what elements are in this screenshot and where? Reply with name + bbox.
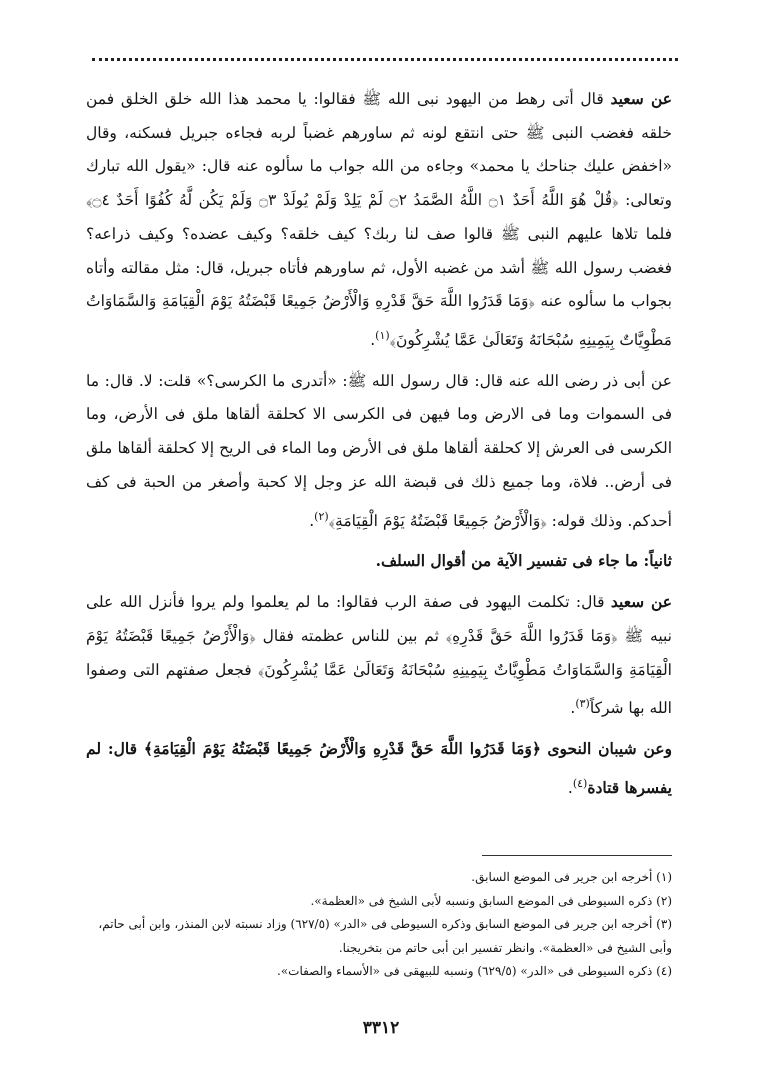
main-text — [86, 82, 672, 806]
footnote-1: (١) أخرجه ابن جرير فى الموضع السابق. — [471, 870, 672, 884]
paragraph-hadith-abu-dharr — [86, 364, 672, 539]
footnote-ref[interactable]: (٤) — [572, 776, 588, 790]
paragraph-text: قال: تكلمت اليهود فى صفة الرب فقالوا: ما لم يعلموا ولم يروا فأنزل الله على نبيه ﷺ ﴿وَمَا قَدَرُوا اللَّهَ حَقَّ قَدْرِهِ﴾ ثم بين للناس عظمته فقال ﴿وَالْأَرْضُ جَمِيعًا قَبْضَتُهُ يَوْمَ الْقِيَامَةِ وَالسَّمَاوَاتُ مَطْوِيَّاتٌ بِيَمِينِهِ سُبْحَانَهُ وَتَعَالَىٰ عَمَّا يُشْرِكُونَ﴾ فجعل صفتهم التى وصفوا الله بها شركاً — [86, 593, 672, 718]
paragraph-lead: عن سعيد — [610, 89, 672, 108]
top-dotted-rule — [92, 58, 678, 61]
footnote-separator — [482, 855, 672, 856]
paragraph-text: عن أبى ذر رضى الله عنه قال: قال رسول الله ﷺ: «أتدرى ما الكرسى؟» قلت: لا. قال: ما فى السموات وما فى الارض وما فيهن فى الكرسى الا كحلقة ألقاها ملق فى الأرض، وما الكرسى فى العرش إلا كحلقة ألقاها ملق فى الأرض وما الماء فى الريح إلا كحلقة ألقاها ملق فى أرض.. فلاة، وما جميع ذلك فى قبضة الله عز وجل إلا كحبة وأصغر من الحبة فى كف أحدكم. وذلك قوله: ﴿وَالْأَرْضُ جَمِيعًا قَبْضَتُهُ يَوْمَ الْقِيَامَةِ﴾ — [86, 371, 672, 530]
footnote-ref[interactable]: (١) — [375, 328, 390, 342]
paragraph-tail: . — [370, 331, 376, 350]
footnote-ref[interactable]: (٢) — [314, 509, 329, 523]
footnote-4: (٤) ذكره السيوطى فى «الدر» (٦٢٩/٥) ونسبه للبيهقى فى «الأسماء والصفات». — [277, 964, 672, 978]
section-heading-text: ثانياً: ما جاء فى تفسير الآية من أقوال السلف. — [375, 551, 672, 571]
footnotes — [86, 866, 672, 984]
paragraph-lead: عن سعيد — [610, 592, 672, 612]
footnote-2: (٢) ذكره السيوطى فى الموضع السابق ونسبه لأبى الشيخ فى «العظمة». — [310, 893, 672, 908]
paragraph-lead: وعن شيبان النحوى — [547, 739, 672, 759]
paragraph-tail: . — [570, 699, 576, 718]
paragraph-shayban — [86, 732, 672, 806]
page-number: ٣٣١٢ — [362, 1018, 400, 1038]
paragraph-tail: . — [567, 778, 573, 797]
paragraph-text: ﴿وَمَا قَدَرُوا اللَّهَ حَقَّ قَدْرِهِ وَالْأَرْضُ جَمِيعًا قَبْضَتُهُ يَوْمَ الْقِيَامَةِ﴾ قال: لم يفسرها قتادة — [86, 739, 672, 797]
footnote-ref[interactable]: (٣) — [575, 697, 590, 711]
paragraph-tail: . — [309, 511, 315, 530]
paragraph-text: قال أتى رهط من اليهود نبى الله ﷺ فقالوا: يا محمد هذا الله خلق الخلق فمن خلقه فغضب النبى ﷺ حتى انتقع لونه ثم ساورهم غضباً لربه فجاءه جبريل فسكنه، وقال «اخفض عليك جناحك يا محمد» وجاءه من الله جواب ما سألوه عنه قال: «يقول الله تبارك وتعالى: ﴿قُلْ هُوَ اللَّهُ أَحَدٌ ۝١ اللَّهُ الصَّمَدُ ۝٢ لَمْ يَلِدْ وَلَمْ يُولَدْ ۝٣ وَلَمْ يَكُن لَّهُ كُفُوًا أَحَدٌ ۝٤﴾ فلما تلاها عليهم النبى ﷺ قالوا صف لنا ربك؟ كيف خلقه؟ وكيف عضده؟ وكيف ذراعه؟ فغضب رسول الله ﷺ أشد من غضبه الأول، ثم ساورهم فأتاه جبريل، قال: مثل مقالته وأتاه بجواب ما سألوه عنه ﴿وَمَا قَدَرُوا اللَّهَ حَقَّ قَدْرِهِ وَالْأَرْضُ جَمِيعًا قَبْضَتُهُ يَوْمَ الْقِيَامَةِ وَالسَّمَاوَاتُ مَطْوِيَّاتٌ بِيَمِينِهِ سُبْحَانَهُ وَتَعَالَىٰ عَمَّا يُشْرِكُونَ﴾ — [86, 90, 673, 350]
paragraph-saeed-jews — [86, 585, 672, 726]
paragraph-hadith-saeed — [86, 82, 672, 358]
section-heading — [86, 544, 672, 579]
footnote-3: (٣) أخرجه ابن جرير فى الموضع السابق وذكره السيوطى فى «الدر» (٦٢٧/٥) وزاد نسبته لابن المنذر، وابن أبى حاتم، وأبى الشيخ فى «العظمة». وانظر تفسير ابن أبى حاتم من بتخريجنا. — [98, 917, 672, 955]
